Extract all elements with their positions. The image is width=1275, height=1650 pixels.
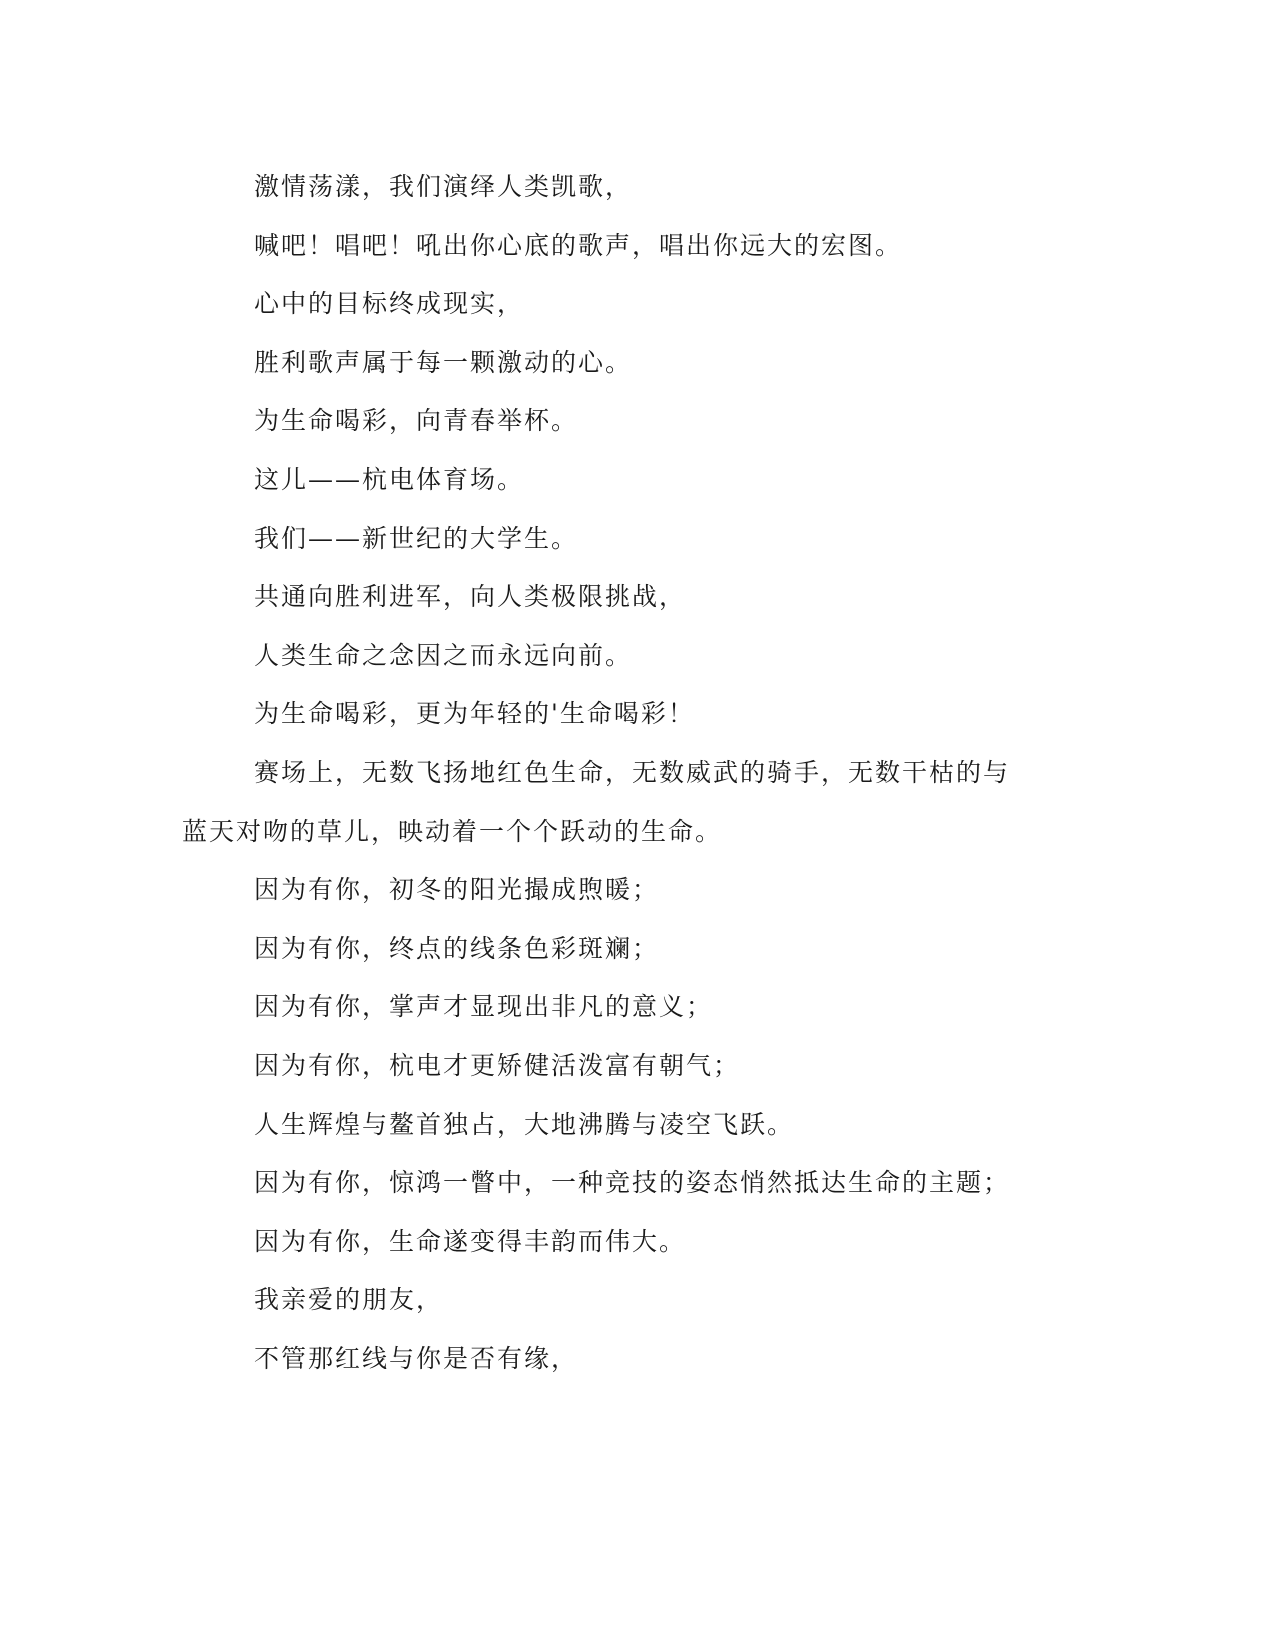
paragraph: 因为有你，杭电才更矫健活泼富有朝气； <box>254 1050 741 1080</box>
paragraph: 我亲爱的朋友， <box>254 1285 444 1315</box>
paragraph: 激情荡漾，我们演绎人类凯歌， <box>254 172 633 201</box>
paragraph: 为生命喝彩，更为年轻的'生命喝彩！ <box>254 699 695 729</box>
paragraph: 人类生命之念因之而永远向前。 <box>254 640 633 670</box>
document-body <box>182 158 1082 1388</box>
paragraph: 因为有你，终点的线条色彩斑斓； <box>254 933 660 963</box>
paragraph: 喊吧！唱吧！吼出你心底的歌声，唱出你远大的宏图。 <box>254 230 903 260</box>
paragraph: 因为有你，初冬的阳光撮成煦暖； <box>254 875 660 905</box>
paragraph: 我们——新世纪的大学生。 <box>254 523 579 553</box>
paragraph: 不管那红线与你是否有缘， <box>254 1343 579 1373</box>
paragraph: 心中的目标终成现实， <box>254 289 525 319</box>
paragraph: 赛场上，无数飞扬地红色生命，无数威武的骑手，无数干枯的与蓝天对吻的草儿，映动着一个个跃动的生命。 <box>182 757 1011 846</box>
paragraph: 这儿——杭电体育场。 <box>254 464 525 494</box>
paragraph: 为生命喝彩，向青春举杯。 <box>254 406 579 436</box>
paragraph: 共通向胜利进军，向人类极限挑战， <box>254 582 687 612</box>
paragraph: 胜利歌声属于每一颗激动的心。 <box>254 347 633 377</box>
paragraph: 因为有你，掌声才显现出非凡的意义； <box>254 992 714 1022</box>
paragraph: 因为有你，生命遂变得丰韵而伟大。 <box>254 1226 687 1256</box>
paragraph: 因为有你，惊鸿一瞥中，一种竞技的姿态悄然抵达生命的主题； <box>254 1168 1011 1198</box>
paragraph: 人生辉煌与鳌首独占，大地沸腾与凌空飞跃。 <box>254 1109 795 1139</box>
